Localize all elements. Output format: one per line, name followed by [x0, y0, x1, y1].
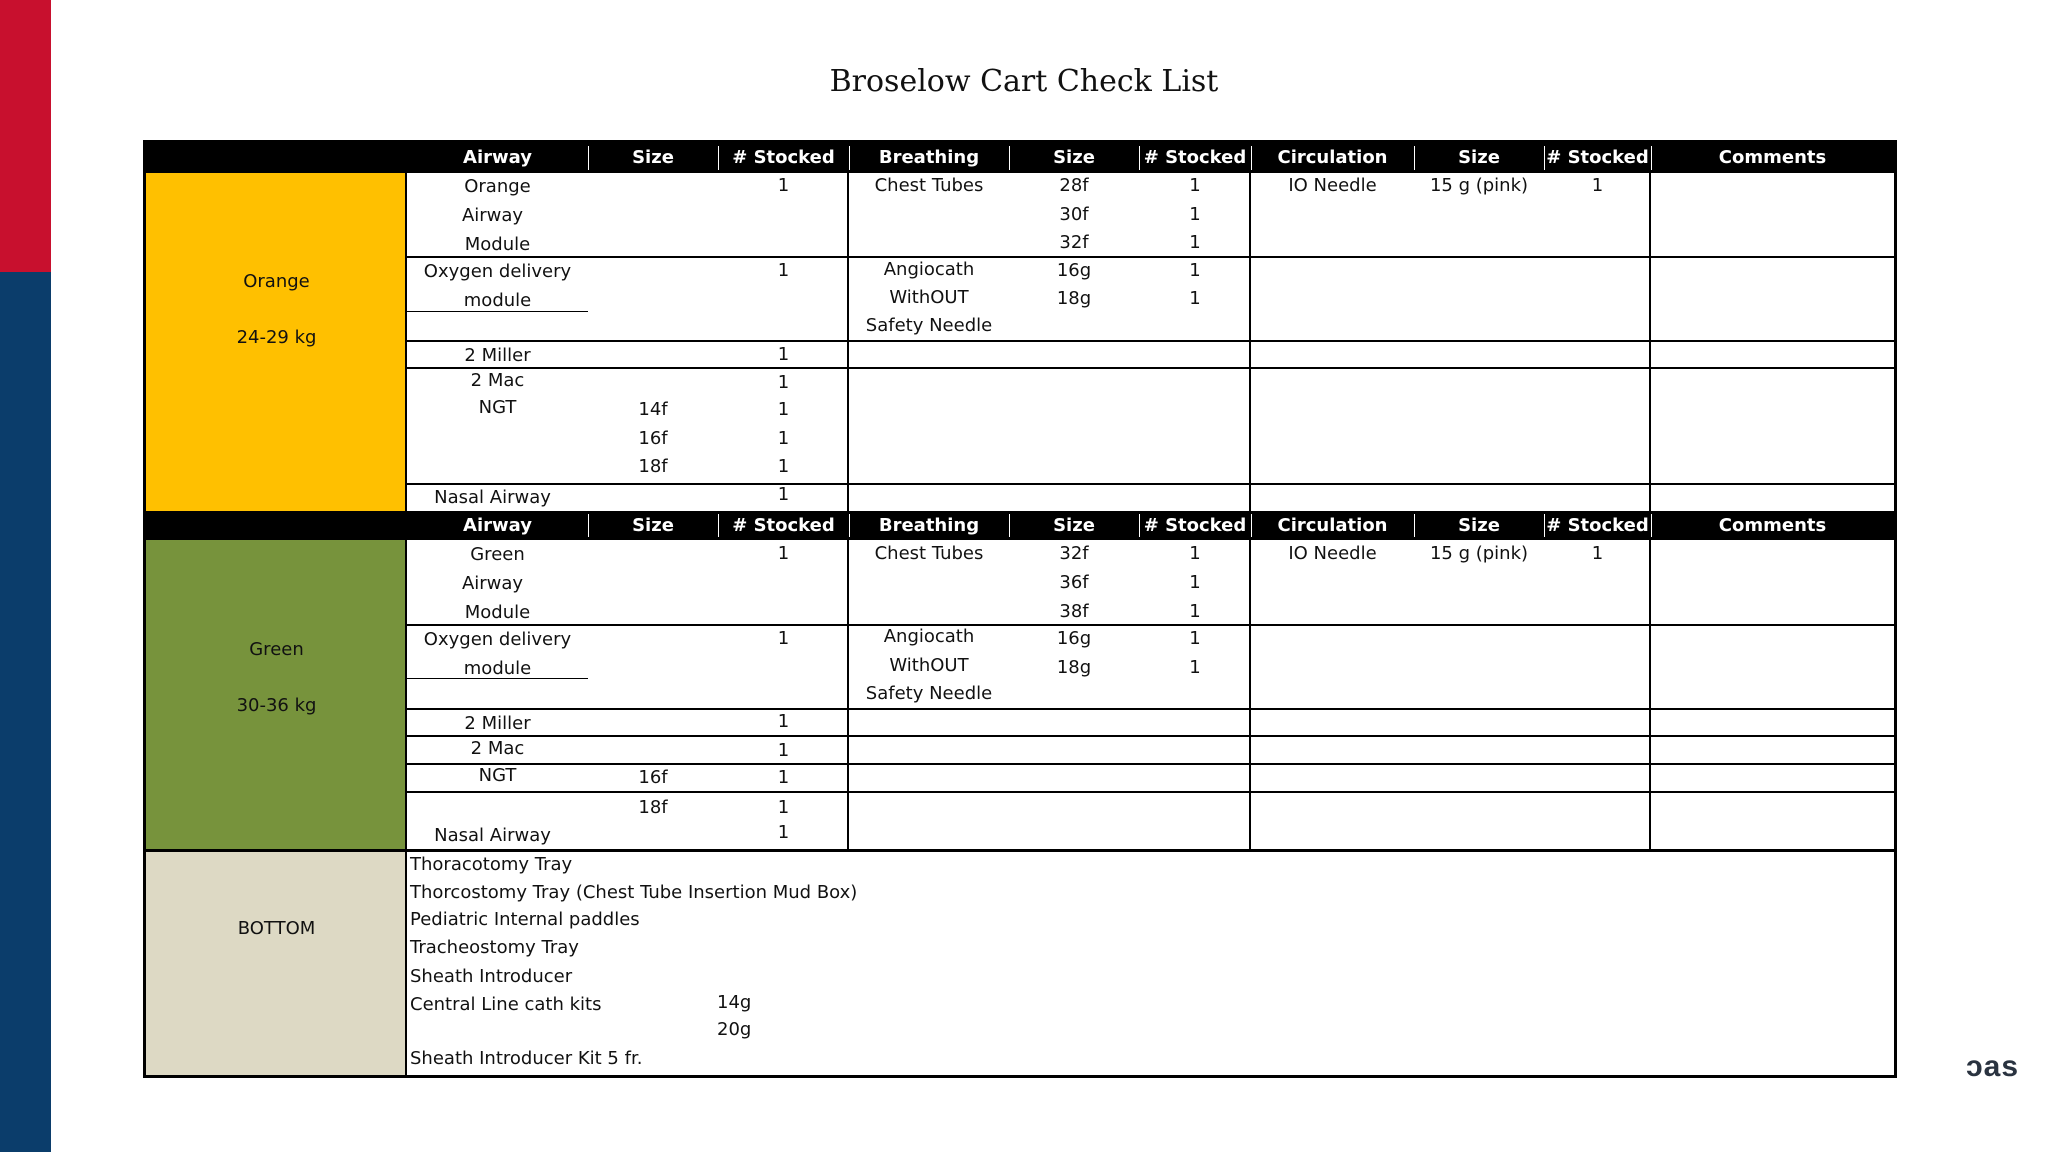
orange-chest-tubes: Chest Tubes — [874, 175, 984, 196]
orange-ngt: NGT — [478, 397, 517, 418]
orange-angio-line3: Safety Needle — [865, 315, 993, 336]
orange-chest-size: 30f — [1059, 204, 1089, 225]
green-mac: 2 Mac — [470, 738, 525, 759]
orange-header-row — [146, 143, 1894, 173]
orange-angio-stocked: 1 — [1189, 288, 1201, 309]
orange-chest-size: 28f — [1059, 175, 1089, 196]
bottom-band — [146, 852, 407, 1075]
green-label: Green — [249, 639, 304, 660]
header-stocked: # Stocked — [732, 147, 835, 168]
green-oxygen-line1: Oxygen delivery — [423, 629, 572, 650]
orange-band — [146, 173, 407, 511]
green-angio-stocked: 1 — [1189, 628, 1201, 649]
checklist-table — [143, 140, 1897, 1078]
green-module-line2: Airway — [461, 573, 524, 594]
orange-module-line3: Module — [464, 234, 531, 255]
orange-label: Orange — [243, 271, 310, 292]
header-size: Size — [632, 147, 674, 168]
green-ngt-size: 18f — [638, 797, 668, 818]
orange-nasal-stocked: 1 — [777, 484, 790, 505]
orange-ngt-stocked: 1 — [777, 428, 790, 449]
green-miller-stocked: 1 — [777, 711, 790, 732]
green-weight: 30-36 kg — [236, 695, 317, 716]
orange-ngt-stocked: 1 — [777, 399, 790, 420]
orange-module-line2: Airway — [461, 205, 524, 226]
green-mac-stocked: 1 — [777, 740, 790, 761]
header-stocked: # Stocked — [1546, 147, 1649, 168]
header-circulation: Circulation — [1277, 515, 1388, 536]
bottom-item: Pediatric Internal paddles — [410, 909, 640, 930]
header-airway: Airway — [463, 147, 532, 168]
header-size: Size — [1458, 515, 1500, 536]
orange-ngt-size: 14f — [638, 399, 668, 420]
green-angio-stocked: 1 — [1189, 657, 1201, 678]
orange-weight: 24-29 kg — [236, 327, 317, 348]
green-ngt: NGT — [478, 765, 517, 786]
green-angio-line3: Safety Needle — [865, 683, 993, 704]
bottom-item: Thorcostomy Tray (Chest Tube Insertion Mud Box) — [410, 882, 858, 903]
orange-module-line1: Orange — [464, 176, 531, 197]
orange-oxygen-stocked: 1 — [777, 260, 790, 281]
orange-angio-stocked: 1 — [1189, 260, 1201, 281]
blue-accent-bar — [0, 272, 51, 1152]
green-angio-size: 16g — [1056, 628, 1092, 649]
orange-ngt-size: 16f — [638, 428, 668, 449]
orange-oxygen-line1: Oxygen delivery — [423, 261, 572, 282]
orange-miller: 2 Miller — [464, 345, 531, 366]
logo-fragment: ɔas — [1966, 1050, 2020, 1083]
green-chest-tubes: Chest Tubes — [874, 543, 984, 564]
orange-chest-stocked: 1 — [1189, 204, 1201, 225]
orange-chest-stocked: 1 — [1189, 232, 1201, 253]
green-ngt-stocked: 1 — [777, 797, 790, 818]
central-line-size: 14g — [717, 992, 752, 1013]
orange-chest-stocked: 1 — [1189, 175, 1201, 196]
bottom-item: Sheath Introducer — [410, 966, 573, 987]
orange-angio-line1: Angiocath — [883, 259, 975, 280]
green-nasal: Nasal Airway — [434, 825, 551, 846]
orange-miller-stocked: 1 — [777, 344, 790, 365]
header-circulation: Circulation — [1277, 147, 1388, 168]
orange-angio-size: 18g — [1056, 288, 1092, 309]
orange-mac-stocked: 1 — [777, 372, 790, 393]
orange-module-stocked: 1 — [777, 175, 790, 196]
bottom-label: BOTTOM — [237, 918, 316, 939]
green-module-stocked: 1 — [777, 543, 790, 564]
header-breathing: Breathing — [878, 515, 980, 536]
orange-ngt-stocked: 1 — [777, 456, 790, 477]
green-chest-size: 38f — [1059, 601, 1089, 622]
header-size: Size — [1458, 147, 1500, 168]
header-size: Size — [1053, 147, 1095, 168]
green-angio-line1: Angiocath — [883, 626, 975, 647]
green-chest-size: 36f — [1059, 572, 1089, 593]
green-io-size: 15 g (pink) — [1429, 543, 1529, 564]
green-chest-stocked: 1 — [1189, 543, 1201, 564]
orange-io-needle: IO Needle — [1288, 175, 1377, 196]
orange-mac: 2 Mac — [470, 370, 525, 391]
header-comments: Comments — [1718, 515, 1827, 536]
bottom-item: Central Line cath kits — [410, 994, 602, 1015]
orange-io-stocked: 1 — [1591, 175, 1604, 196]
green-oxygen-line2: module — [463, 658, 532, 679]
orange-chest-size: 32f — [1059, 232, 1089, 253]
green-nasal-stocked: 1 — [777, 822, 790, 843]
bottom-item: Thoracotomy Tray — [410, 854, 573, 875]
header-airway: Airway — [463, 515, 532, 536]
red-accent-bar — [0, 0, 51, 272]
orange-io-size: 15 g (pink) — [1429, 175, 1529, 196]
green-chest-stocked: 1 — [1189, 601, 1201, 622]
header-stocked: # Stocked — [1143, 515, 1247, 536]
header-stocked: # Stocked — [1143, 147, 1247, 168]
header-comments: Comments — [1718, 147, 1827, 168]
green-chest-size: 32f — [1059, 543, 1089, 564]
header-size: Size — [1053, 515, 1095, 536]
orange-angio-size: 16g — [1056, 260, 1092, 281]
green-chest-stocked: 1 — [1189, 572, 1201, 593]
orange-oxygen-line2: module — [463, 290, 532, 311]
green-module-line1: Green — [470, 544, 525, 565]
green-io-stocked: 1 — [1591, 543, 1604, 564]
header-size: Size — [632, 515, 674, 536]
green-ngt-stocked: 1 — [777, 767, 790, 788]
bottom-item: Sheath Introducer Kit 5 fr. — [410, 1048, 643, 1069]
green-band — [146, 540, 407, 849]
green-angio-size: 18g — [1056, 657, 1092, 678]
green-miller: 2 Miller — [464, 713, 531, 734]
central-line-size: 20g — [717, 1019, 752, 1040]
green-angio-line2: WithOUT — [889, 655, 969, 676]
bottom-item: Tracheostomy Tray — [410, 937, 579, 958]
green-oxygen-stocked: 1 — [777, 628, 790, 649]
green-module-line3: Module — [464, 602, 531, 623]
orange-angio-line2: WithOUT — [889, 287, 969, 308]
header-breathing: Breathing — [878, 147, 980, 168]
green-header-row — [146, 511, 1894, 540]
header-stocked: # Stocked — [1546, 515, 1649, 536]
orange-ngt-size: 18f — [638, 456, 668, 477]
page-title: Broselow Cart Check List — [829, 64, 1219, 99]
header-stocked: # Stocked — [732, 515, 835, 536]
green-ngt-size: 16f — [638, 767, 668, 788]
orange-nasal: Nasal Airway — [434, 487, 551, 508]
green-io-needle: IO Needle — [1288, 543, 1377, 564]
